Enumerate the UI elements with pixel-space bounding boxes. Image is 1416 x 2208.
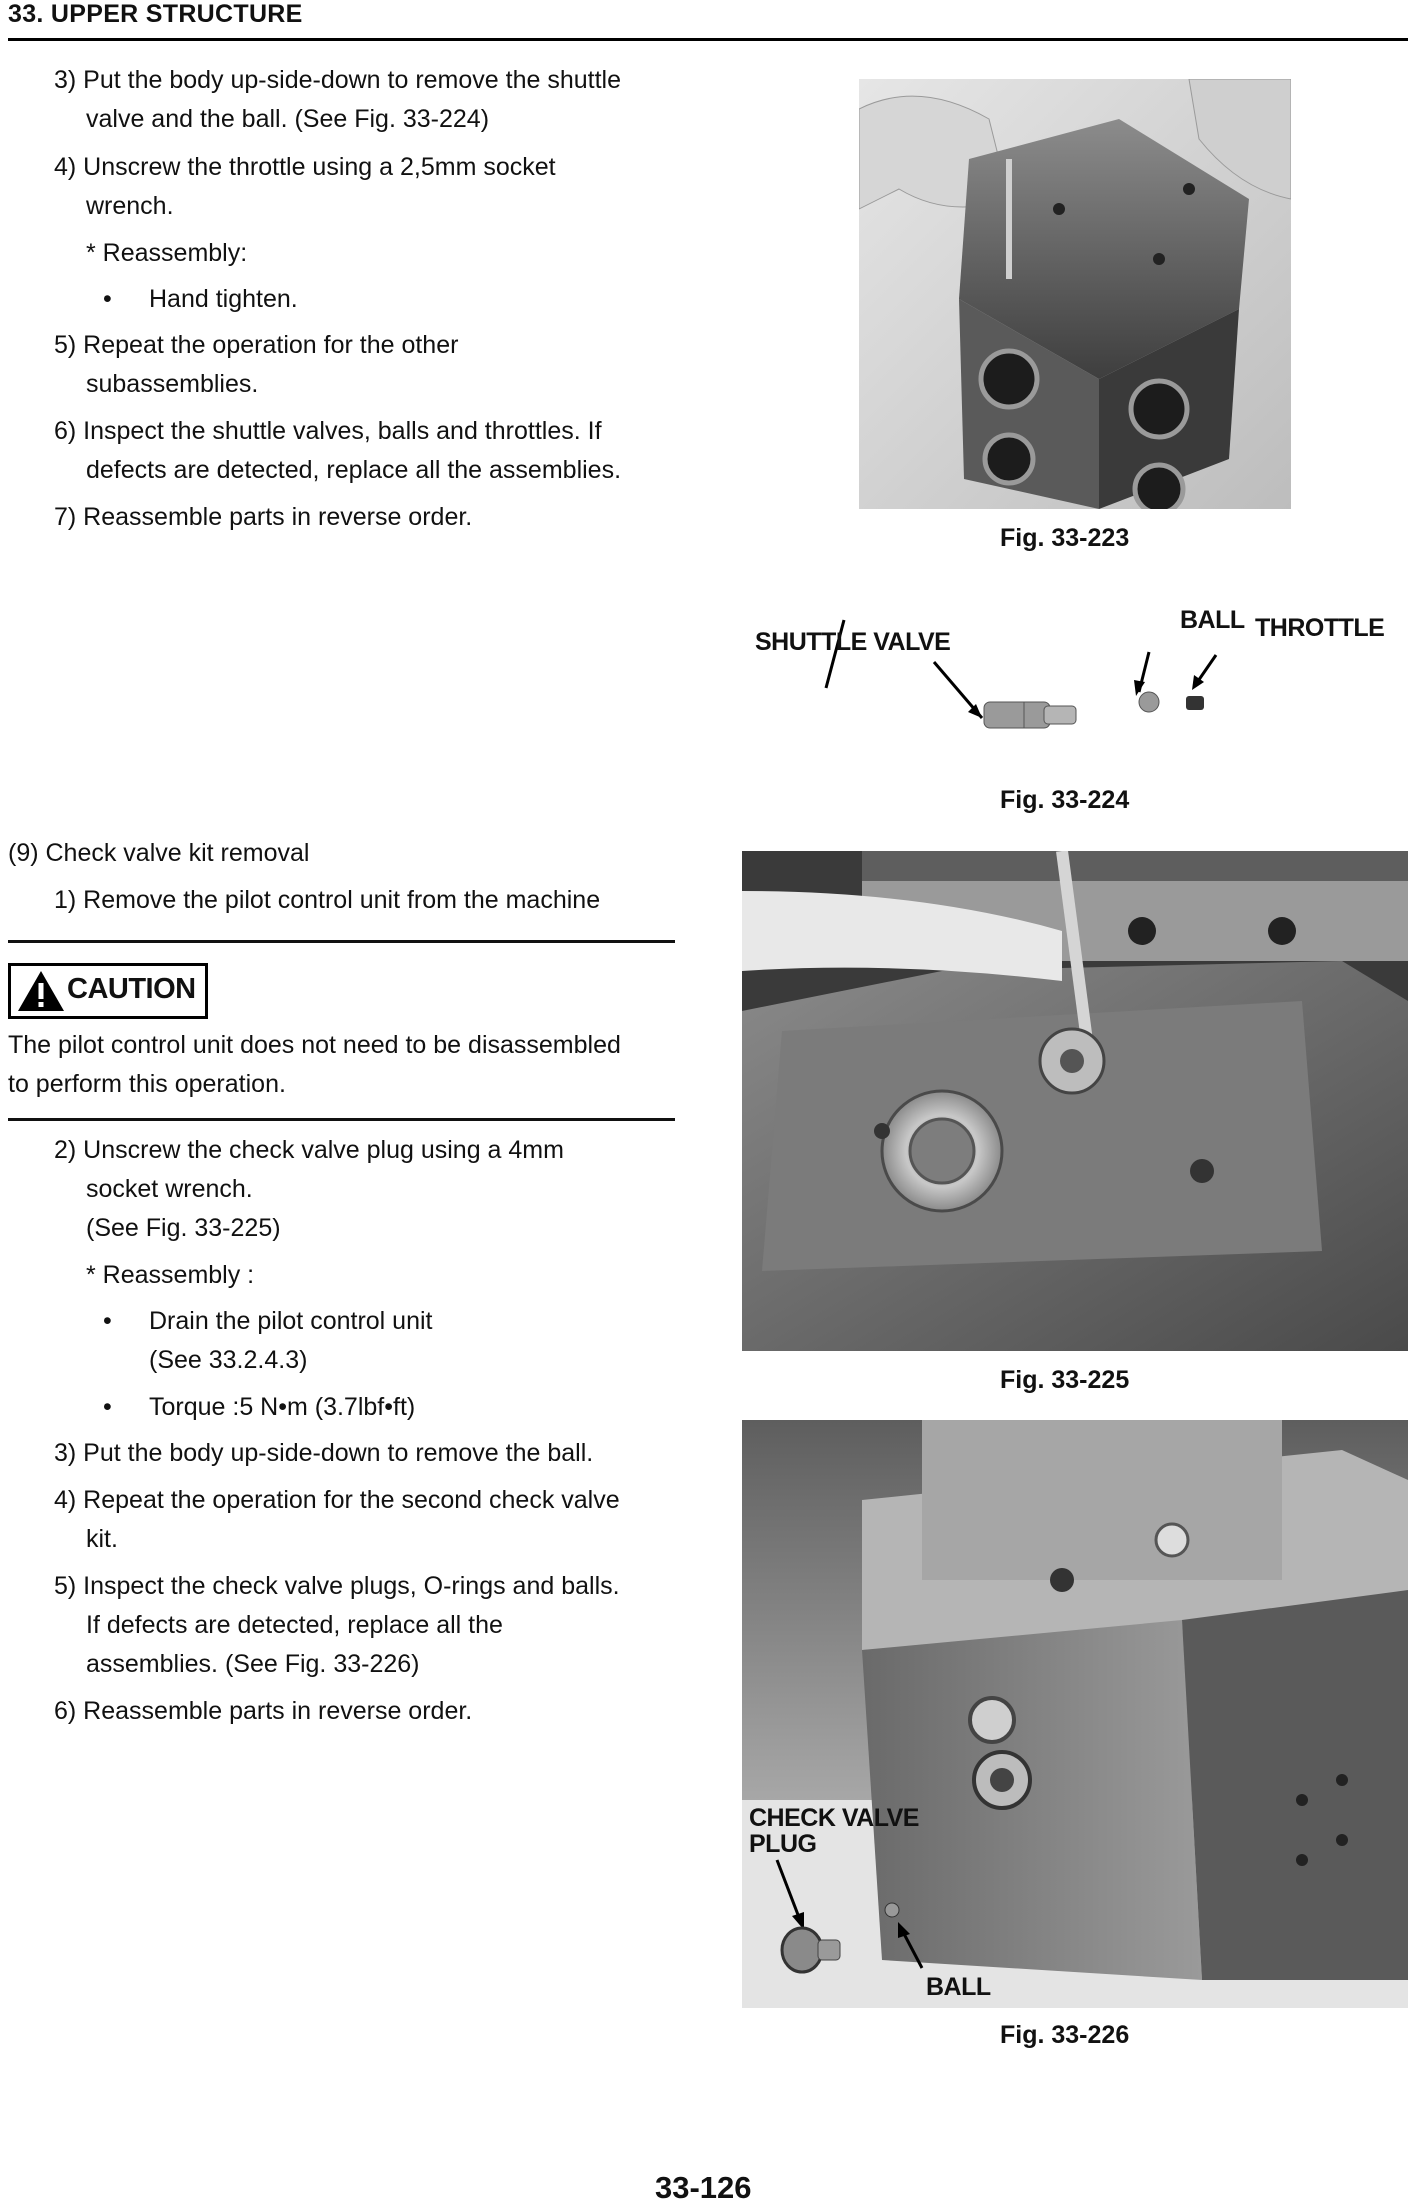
- fig-225-photo: [742, 851, 1408, 1351]
- step-line: 3) Put the body up-side-down to remove the shuttle: [54, 66, 621, 94]
- step-line: 1) Remove the pilot control unit from the machine: [54, 886, 601, 914]
- bullet: •: [103, 1307, 112, 1335]
- step-line: 5) Repeat the operation for the other: [54, 331, 459, 359]
- label-check-valve: CHECK VALVE: [749, 1804, 919, 1832]
- label-shuttle-valve: SHUTTLE VALVE: [755, 628, 951, 656]
- step-line: valve and the ball. (See Fig. 33-224): [86, 105, 490, 133]
- fig-226-photo: [742, 1420, 1408, 2008]
- step-line: (See 33.2.4.3): [149, 1346, 308, 1374]
- section-title: 33. UPPER STRUCTURE: [8, 0, 303, 28]
- step-line: 4) Unscrew the throttle using a 2,5mm socket: [54, 153, 556, 181]
- step-line: Torque :5 N•m (3.7lbf•ft): [149, 1393, 416, 1421]
- fig-223-photo: [859, 79, 1291, 509]
- caution-line: to perform this operation.: [8, 1070, 286, 1098]
- step-line: 5) Inspect the check valve plugs, O-rings and balls.: [54, 1572, 620, 1600]
- caution-word: CAUTION: [67, 973, 196, 1005]
- caution-line: The pilot control unit does not need to be disassembled: [8, 1031, 621, 1059]
- step-line: 4) Repeat the operation for the second check valve: [54, 1486, 620, 1514]
- label-throttle: THROTTLE: [1255, 614, 1385, 642]
- section-header: [8, 0, 1408, 41]
- caution-top-rule: [8, 940, 675, 943]
- step-line: 6) Inspect the shuttle valves, balls and throttles. If: [54, 417, 602, 445]
- step-line: wrench.: [86, 192, 174, 220]
- step-line: kit.: [86, 1525, 118, 1553]
- step-line: If defects are detected, replace all the: [86, 1611, 503, 1639]
- step-line: Hand tighten.: [149, 285, 298, 313]
- section-title: (9) Check valve kit removal: [8, 839, 310, 867]
- label-ball: BALL: [1180, 606, 1245, 634]
- step-line: * Reassembly :: [86, 1261, 255, 1289]
- step-line: socket wrench.: [86, 1175, 253, 1203]
- page-number: 33-126: [655, 2170, 752, 2205]
- caution-bottom-rule: [8, 1118, 675, 1121]
- step-line: 7) Reassemble parts in reverse order.: [54, 503, 473, 531]
- step-line: 2) Unscrew the check valve plug using a 4mm: [54, 1136, 564, 1164]
- caution-badge: [8, 963, 208, 1019]
- step-line: * Reassembly:: [86, 239, 248, 267]
- bullet: •: [103, 1393, 112, 1421]
- step-line: subassemblies.: [86, 370, 259, 398]
- step-line: (See Fig. 33-225): [86, 1214, 281, 1242]
- step-line: assemblies. (See Fig. 33-226): [86, 1650, 420, 1678]
- step-line: 3) Put the body up-side-down to remove the ball.: [54, 1439, 594, 1467]
- bullet: •: [103, 285, 112, 313]
- fig-226-caption: Fig. 33-226: [1000, 2021, 1130, 2049]
- step-line: defects are detected, replace all the assemblies.: [86, 456, 622, 484]
- label-ball: BALL: [926, 1973, 991, 2001]
- label-plug: PLUG: [749, 1830, 817, 1858]
- fig-224-caption: Fig. 33-224: [1000, 786, 1130, 814]
- fig-223-caption: Fig. 33-223: [1000, 524, 1130, 552]
- fig-225-caption: Fig. 33-225: [1000, 1366, 1130, 1394]
- step-line: Drain the pilot control unit: [149, 1307, 433, 1335]
- warning-icon: [16, 969, 66, 1013]
- step-line: 6) Reassemble parts in reverse order.: [54, 1697, 473, 1725]
